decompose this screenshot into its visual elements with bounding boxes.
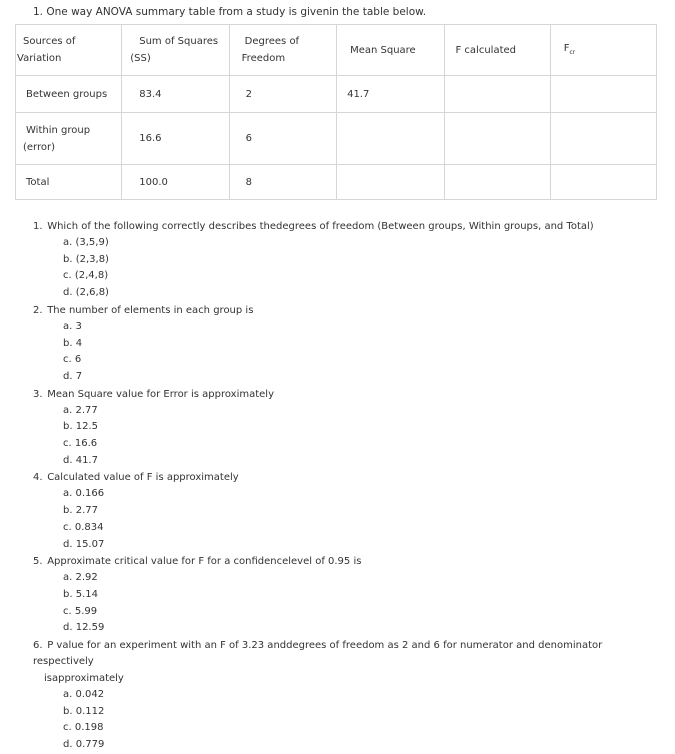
header-mean-square: Mean Square — [337, 25, 444, 76]
table-row-between-groups — [16, 76, 657, 113]
question-prompt: Approximate critical value for F for a confidencelevel of 0.95 is — [47, 556, 362, 568]
question-1 — [33, 219, 663, 302]
header-df-line2: Freedom — [241, 53, 286, 64]
option-a: a. 0.042 — [63, 689, 105, 701]
cell-df: 8 — [229, 165, 336, 200]
option-b: b. 5.14 — [63, 588, 98, 600]
question-number: 6. — [33, 640, 43, 652]
header-sources-of-variation — [16, 25, 122, 76]
question-list — [33, 218, 663, 754]
question-text — [33, 219, 663, 235]
table-row-total — [16, 165, 657, 200]
cell-source-line2: (error) — [23, 141, 56, 153]
header-f-calculated: F calculated — [444, 25, 550, 76]
header-df-line1: Degrees of — [244, 36, 300, 47]
intro-text: 1. One way ANOVA summary table from a study is givenin the table below. — [33, 6, 427, 18]
cell-source-line1: Within group — [26, 124, 91, 136]
cell-source: Between groups — [16, 76, 122, 113]
question-prompt-continued: isapproximately — [44, 673, 124, 685]
cell-ss: 16.6 — [122, 113, 229, 165]
option-c: c. (2,4,8) — [63, 270, 109, 282]
option-d: d. 7 — [63, 370, 83, 382]
option-list — [33, 235, 663, 302]
option-b: b. (2,3,8) — [63, 253, 109, 265]
question-prompt: The number of elements in each group is — [47, 304, 254, 316]
header-fcr-main: F — [563, 42, 570, 54]
option-a: a. (3,5,9) — [63, 237, 109, 248]
cell-source: Total — [16, 165, 122, 200]
option-d: d. 15.07 — [63, 538, 105, 550]
question-number: 4. — [33, 472, 43, 484]
cell-f — [444, 113, 550, 165]
header-sum-of-squares — [122, 25, 229, 76]
header-ss-line1: Sum of Squares — [139, 36, 219, 47]
question-number: 3. — [33, 388, 43, 400]
option-c: c. 0.834 — [63, 521, 104, 533]
option-d: d. 12.59 — [63, 622, 105, 634]
option-d: d. 0.779 — [63, 739, 105, 751]
question-5 — [33, 554, 663, 637]
question-3 — [33, 387, 663, 470]
cell-f — [444, 165, 550, 200]
option-c: c. 5.99 — [63, 605, 98, 617]
question-6 — [33, 638, 663, 754]
cell-fcr — [550, 113, 656, 165]
question-4 — [33, 470, 663, 553]
option-list — [33, 403, 663, 470]
cell-df: 2 — [229, 76, 336, 113]
option-c: c. 0.198 — [63, 722, 104, 734]
option-list — [33, 570, 663, 637]
cell-source — [16, 113, 122, 165]
header-fcr-sub: cr — [569, 48, 576, 56]
header-f-critical — [550, 25, 656, 76]
cell-df: 6 — [229, 113, 336, 165]
cell-fcr — [550, 76, 656, 113]
cell-ms: 41.7 — [337, 76, 444, 113]
option-list — [33, 687, 663, 754]
option-list — [33, 486, 663, 553]
question-text — [33, 470, 663, 486]
header-ss-line2: (SS) — [130, 53, 151, 64]
header-source-line1: Sources of — [23, 36, 76, 47]
option-a: a. 2.77 — [63, 404, 98, 416]
question-prompt: Which of the following correctly describes thedegrees of freedom (Between groups, Within groups, and Total) — [47, 221, 594, 232]
header-degrees-of-freedom — [229, 25, 336, 76]
question-prompt: Calculated value of F is approximately — [47, 472, 239, 484]
option-b: b. 0.112 — [63, 705, 105, 717]
question-2 — [33, 303, 663, 386]
question-prompt: P value for an experiment with an F of 3.23 anddegrees of freedom as 2 and 6 for numerator and denominator respectively — [33, 640, 603, 668]
option-b: b. 12.5 — [63, 421, 98, 433]
cell-ss: 100.0 — [122, 165, 229, 200]
question-text — [33, 554, 663, 570]
cell-ss: 83.4 — [122, 76, 229, 113]
question-prompt: Mean Square value for Error is approximately — [47, 388, 274, 400]
question-number: 1. — [33, 221, 43, 232]
option-c: c. 16.6 — [63, 438, 98, 450]
table-row-within-group — [16, 113, 657, 165]
option-c: c. 6 — [63, 354, 82, 366]
question-number: 2. — [33, 304, 43, 316]
option-a: a. 2.92 — [63, 572, 98, 584]
table-header-row — [16, 25, 657, 76]
cell-f — [444, 76, 550, 113]
option-d: d. (2,6,8) — [63, 287, 109, 299]
option-b: b. 4 — [63, 337, 83, 349]
cell-fcr — [550, 165, 656, 200]
option-d: d. 41.7 — [63, 454, 98, 466]
header-source-line2: Variation — [17, 53, 62, 64]
question-text — [33, 387, 663, 403]
cell-ms — [337, 113, 444, 165]
anova-table — [15, 24, 657, 200]
question-text — [33, 638, 663, 670]
option-a: a. 3 — [63, 320, 82, 332]
option-a: a. 0.166 — [63, 488, 105, 500]
option-list — [33, 319, 663, 386]
question-number: 5. — [33, 556, 43, 568]
cell-ms — [337, 165, 444, 200]
question-text — [33, 303, 663, 319]
option-b: b. 2.77 — [63, 505, 98, 517]
